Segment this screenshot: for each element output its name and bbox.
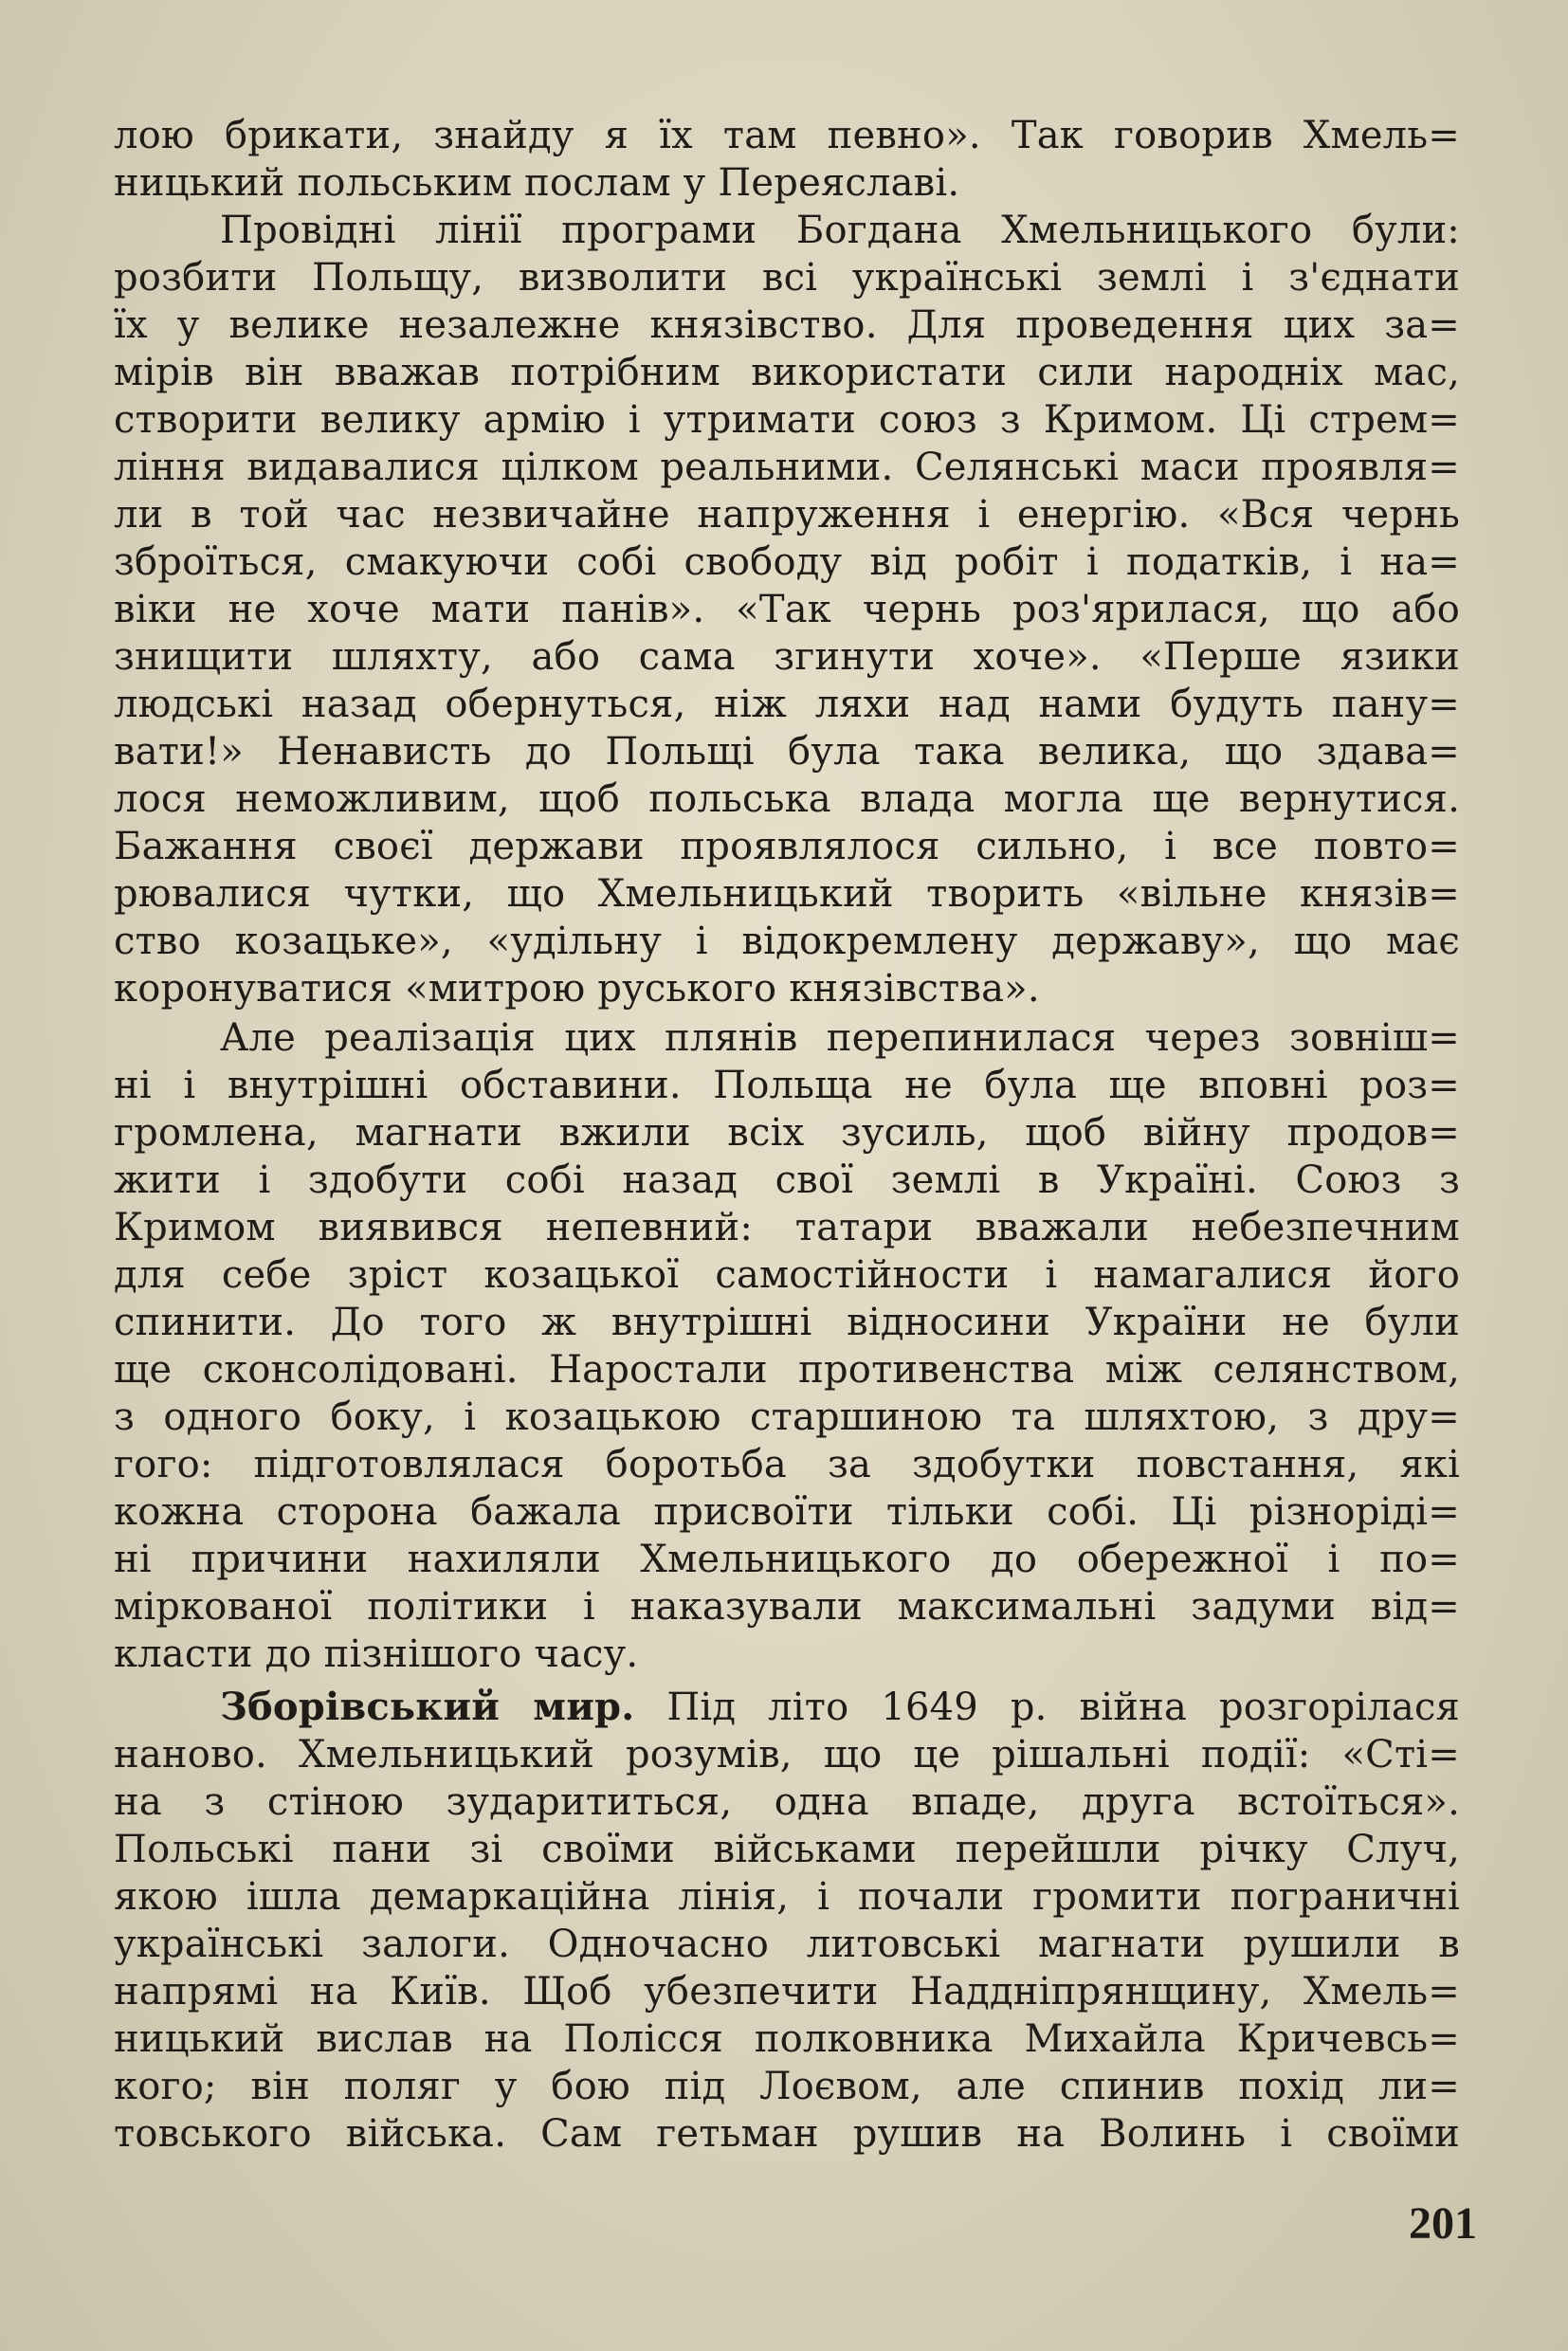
text-line: знищити шляхту, або сама згинути хоче». «Перше язики — [114, 635, 1460, 679]
text-line: класти до пізнішого часу. — [114, 1632, 639, 1676]
page-number: 201 — [1409, 2198, 1477, 2249]
text-line: жити і здобути собі назад свої землі в Україні. Союз з — [114, 1158, 1460, 1202]
text-line: міркованої політики і наказували максимальні задуми від= — [114, 1585, 1460, 1629]
text-line: гого: підготовлялася боротьба за здобутки повстання, які — [114, 1443, 1460, 1486]
text-line: Провідні лінії програми Богдана Хмельницького були: — [220, 209, 1460, 252]
text-line: лося неможливим, щоб польська влада могла ще вернутися. — [114, 777, 1460, 821]
section-first-line-text: Під літо 1649 р. війна розгорілася — [666, 1686, 1460, 1729]
text-line: з одного боку, і козацькою старшиною та шляхтою, з дру= — [114, 1395, 1460, 1439]
text-line: на з стіною зударититься, одна впаде, друга встоїться». — [114, 1780, 1460, 1824]
text-line: коронуватися «митрою руського князівства». — [114, 967, 1040, 1011]
text-line: ще сконсолідовані. Наростали противенства між селянством, — [114, 1348, 1460, 1392]
text-line: їх у велике незалежне князівство. Для проведення цих за= — [114, 303, 1460, 347]
text-line: Кримом виявився непевний: татари вважали небезпечним — [114, 1206, 1460, 1249]
text-line: ли в той час незвичайне напруження і енергію. «Вся чернь — [114, 493, 1460, 537]
text-line: спинити. До того ж внутрішні відносини України не були — [114, 1301, 1460, 1344]
section-heading: Зборівський мир. — [220, 1685, 635, 1729]
text-line: розбити Польщу, визволити всі українські землі і з'єднати — [114, 256, 1460, 300]
text-line: ницький вислав на Полісся полковника Михайла Кричевсь= — [114, 2017, 1460, 2061]
text-line: рювалися чутки, що Хмельницький творить «вільне князів= — [114, 872, 1460, 916]
text-line: громлена, магнати вжили всіх зусиль, щоб війну продов= — [114, 1111, 1460, 1155]
text-line: зброїться, смакуючи собі свободу від робіт і податків, і на= — [114, 540, 1460, 584]
text-line: кожна сторона бажала присвоїти тільки собі. Ці різноріді= — [114, 1490, 1460, 1534]
text-line: якою ішла демаркаційна лінія, і почали громити пограничні — [114, 1875, 1460, 1919]
section-first-line — [220, 1684, 1460, 1731]
text-line: Бажання своєї держави проявлялося сильно, і все повто= — [114, 825, 1460, 868]
text-line: віки не хоче мати панів». «Так чернь роз'ярилася, що або — [114, 588, 1460, 631]
text-line: створити велику армію і утримати союз з Кримом. Ці стрем= — [114, 398, 1460, 442]
text-line: українські залоги. Одночасно литовські магнати рушили в — [114, 1923, 1460, 1966]
text-line: наново. Хмельницький розумів, що це рішальні події: «Сті= — [114, 1733, 1460, 1777]
text-line: напрямі на Київ. Щоб убезпечити Наддніпрянщину, Хмель= — [114, 1970, 1460, 2014]
text-line: товського війська. Сам гетьман рушив на Волинь і своїми — [114, 2112, 1460, 2156]
text-line: ні і внутрішні обставини. Польща не була ще вповні роз= — [114, 1064, 1460, 1107]
text-line: ління видавалися цілком реальними. Селянські маси проявля= — [114, 446, 1460, 489]
text-line: ні причини нахиляли Хмельницького до обережної і по= — [114, 1538, 1460, 1581]
text-line: мірів він вважав потрібним використати сили народніх мас, — [114, 351, 1460, 394]
text-line: ство козацьке», «удільну і відокремлену державу», що має — [114, 920, 1460, 963]
text-line: Польські пани зі своїми військами перейшли річку Случ, — [114, 1828, 1460, 1871]
text-line: ницький польським послам у Переяславі. — [114, 161, 960, 205]
text-line: людські назад обернуться, ніж ляхи над нами будуть пану= — [114, 683, 1460, 726]
text-line: лою брикати, знайду я їх там певно». Так говорив Хмель= — [114, 114, 1460, 157]
text-line: Але реалізація цих плянів перепинилася через зовніш= — [220, 1016, 1460, 1060]
text-line: кого; він поляг у бою під Лоєвом, але спинив похід ли= — [114, 2065, 1460, 2108]
text-line: для себе зріст козацької самостійности і намагалися його — [114, 1253, 1460, 1297]
text-line: вати!» Ненависть до Польщі була така велика, що здава= — [114, 730, 1460, 774]
